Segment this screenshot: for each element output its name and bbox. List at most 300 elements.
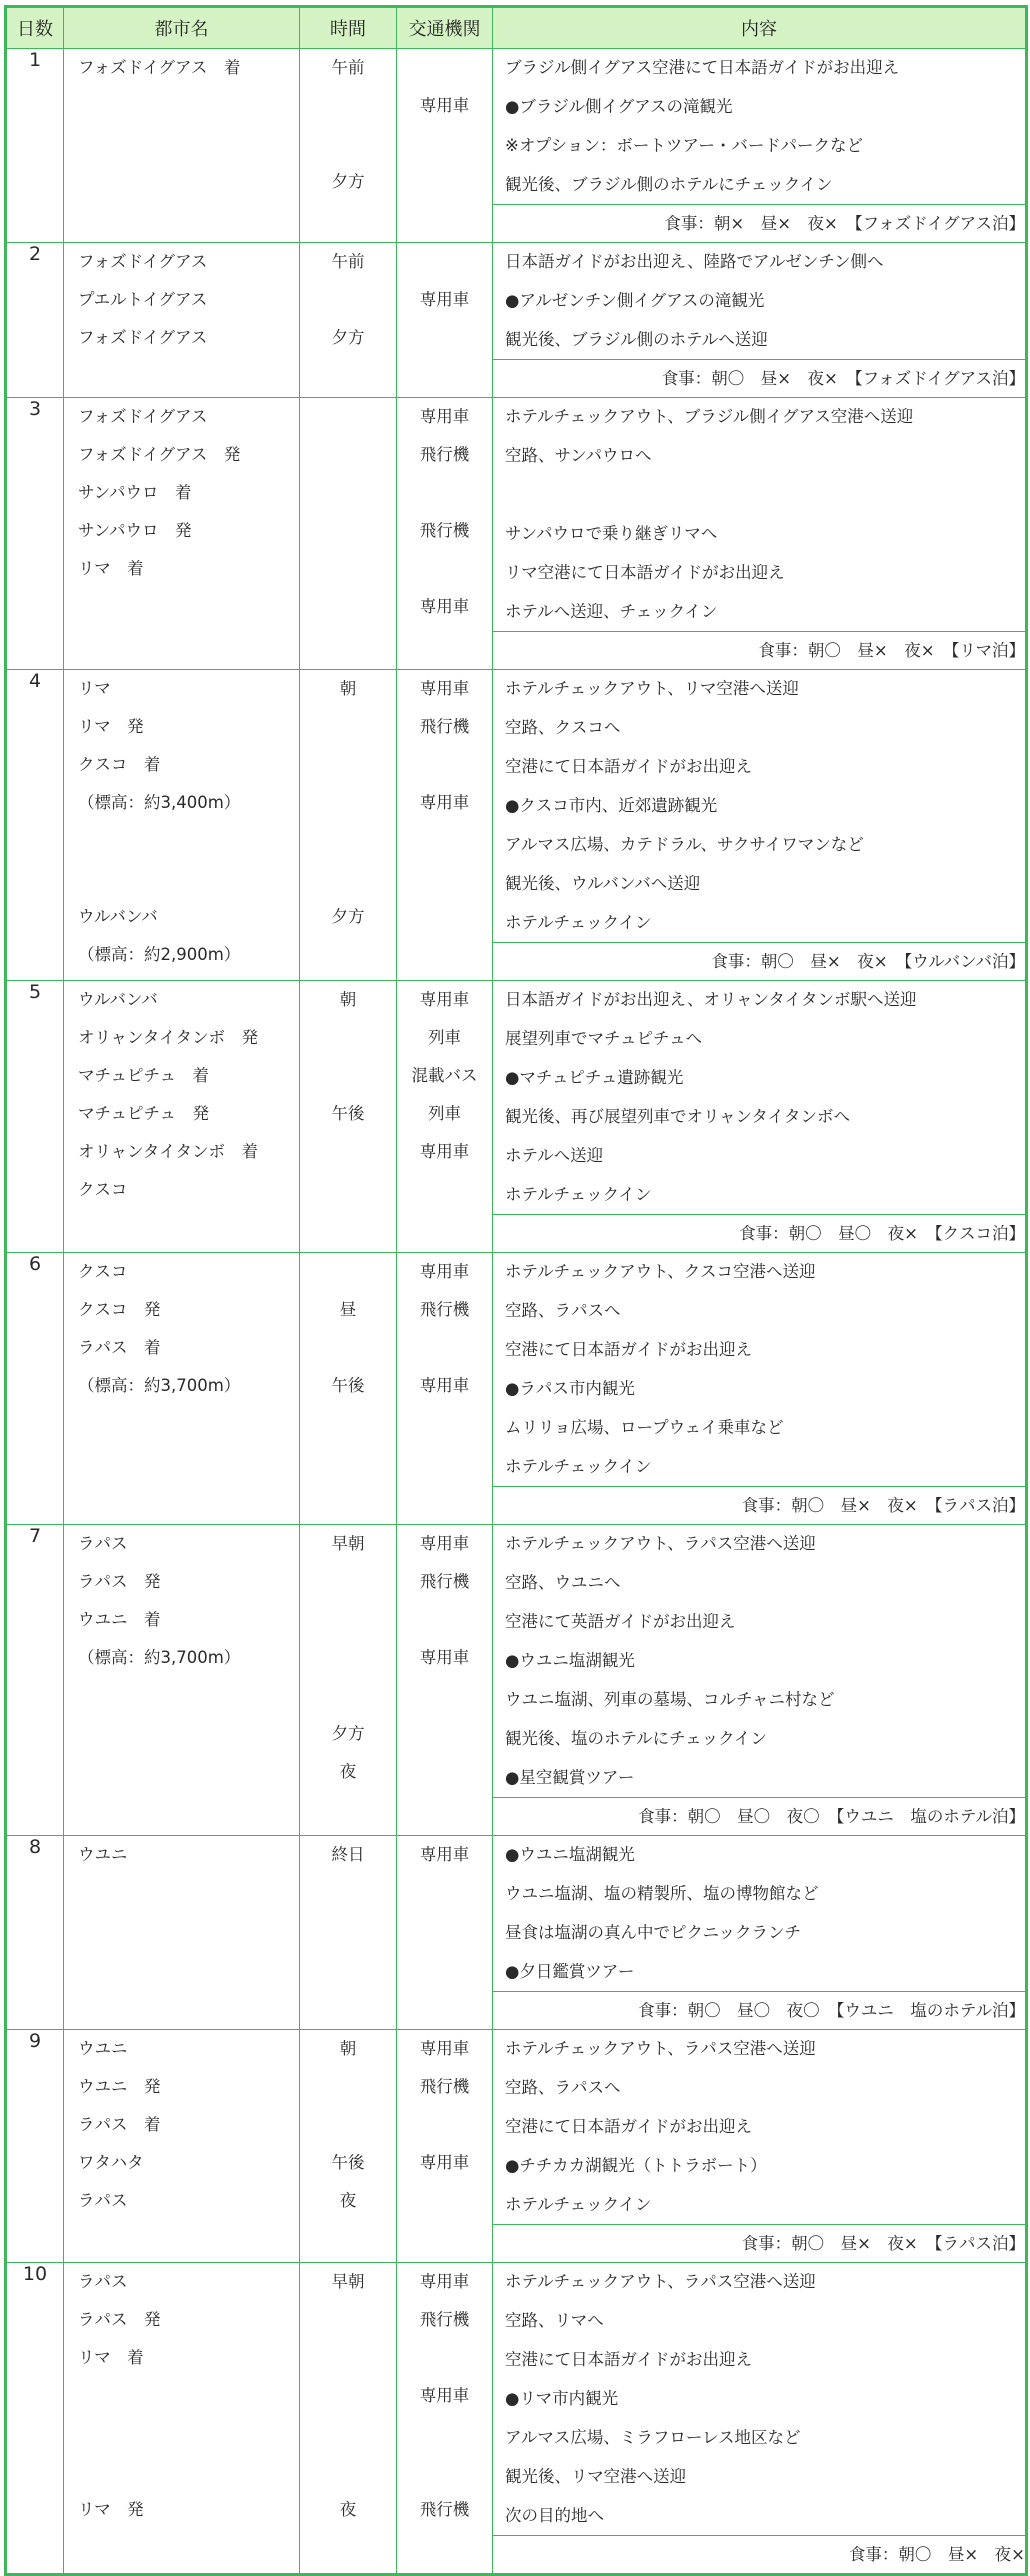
content-line: 空路、クスコへ <box>493 709 1025 748</box>
meal-info: 食事：朝〇 昼〇 夜× 【クスコ泊】 <box>493 1215 1027 1253</box>
content-line: ホテルチェックアウト、クスコ空港へ送迎 <box>493 1253 1025 1292</box>
content-line: 観光後、ウルバンバへ送迎 <box>493 865 1025 904</box>
time-line <box>300 87 396 125</box>
transport-line: 混載バス <box>411 1066 478 1085</box>
transport-line <box>397 936 492 974</box>
transport-line <box>397 1988 492 2026</box>
content-line <box>493 476 1025 515</box>
city-line <box>64 1481 299 1519</box>
day-number: 1 <box>6 49 64 243</box>
city-line <box>64 201 299 239</box>
city-cell <box>64 398 300 670</box>
content-cell <box>493 670 1027 943</box>
city-line <box>64 1874 299 1912</box>
transport-line <box>397 1715 492 1753</box>
time-line <box>300 708 396 746</box>
city-line: ワタハタ <box>78 2153 144 2172</box>
content-line: ●リマ市内観光 <box>493 2380 1025 2419</box>
time-line <box>300 2377 396 2415</box>
time-cell <box>300 1253 397 1525</box>
city-line: クスコ <box>78 1262 128 1281</box>
transport-line: 専用車 <box>419 2272 470 2291</box>
transport-line: 飛行機 <box>419 1300 470 1319</box>
content-line: アルマス広場、ミラフローレス地区など <box>493 2419 1025 2458</box>
content-cell <box>493 981 1027 1215</box>
time-line <box>300 550 396 588</box>
city-line <box>64 1405 299 1443</box>
transport-cell <box>397 49 493 243</box>
city-cell <box>64 981 300 1253</box>
header-time: 時間 <box>300 7 397 49</box>
content-line: 空港にて日本語ガイドがお出迎え <box>493 2341 1025 2380</box>
content-line: 日本語ガイドがお出迎え、オリャンタイタンボ駅へ送迎 <box>493 981 1025 1020</box>
time-line: 早朝 <box>331 1534 365 1553</box>
content-line: ●ウユニ塩湖観光 <box>493 1836 1025 1875</box>
day-number: 4 <box>6 670 64 981</box>
time-line <box>300 2415 396 2453</box>
city-line <box>64 163 299 201</box>
day-row <box>6 1836 1027 1992</box>
transport-line: 飛行機 <box>419 717 470 736</box>
transport-line <box>397 163 492 201</box>
city-cell <box>64 1525 300 1836</box>
time-line <box>300 1912 396 1950</box>
content-cell <box>493 2263 1027 2536</box>
city-line: リマ 発 <box>78 717 144 736</box>
city-line <box>64 1715 299 1753</box>
transport-line: 専用車 <box>419 290 470 309</box>
time-line: 午後 <box>331 1104 365 1123</box>
transport-line <box>397 1329 492 1367</box>
city-line: ラパス 着 <box>78 1338 161 1357</box>
time-line: 朝 <box>339 679 357 698</box>
meal-info: 食事：朝〇 昼× 夜× 【フォズドイグアス泊】 <box>493 360 1027 398</box>
time-line: 朝 <box>339 2039 357 2058</box>
meal-info: 食事：朝〇 昼× 夜× 【リマ泊】 <box>493 632 1027 670</box>
transport-line: 飛行機 <box>419 2310 470 2329</box>
content-line: 観光後、塩のホテルにチェックイン <box>493 1720 1025 1759</box>
city-line: ラパス <box>78 1534 128 1553</box>
day-row <box>6 981 1027 1215</box>
city-line <box>64 2415 299 2453</box>
meal-info: 食事：朝〇 昼× 夜× 【ラパス泊】 <box>493 1487 1027 1525</box>
city-line <box>64 87 299 125</box>
content-line: 空路、リマへ <box>493 2302 1025 2341</box>
city-line <box>64 125 299 163</box>
time-cell <box>300 670 397 981</box>
content-cell <box>493 1836 1027 1992</box>
time-line: 終日 <box>331 1845 365 1864</box>
time-line <box>300 1988 396 2026</box>
time-line <box>300 860 396 898</box>
content-line: ウユニ塩湖、列車の墓場、コルチャニ村など <box>493 1681 1025 1720</box>
day-number: 6 <box>6 1253 64 1525</box>
time-line: 昼 <box>339 1300 357 1319</box>
city-line <box>64 822 299 860</box>
day-row <box>6 49 1027 205</box>
city-line: ウユニ 発 <box>78 2077 161 2096</box>
day-number: 8 <box>6 1836 64 2030</box>
content-line: 空港にて日本語ガイドがお出迎え <box>493 2108 1025 2147</box>
header-day: 日数 <box>6 7 64 49</box>
city-line <box>64 1988 299 2026</box>
city-line: ラパス <box>78 2272 128 2291</box>
content-line: アルマス広場、カテドラル、サクサイワマンなど <box>493 826 1025 865</box>
transport-cell <box>397 1525 493 1836</box>
day-number: 5 <box>6 981 64 1253</box>
transport-line <box>397 2415 492 2453</box>
city-line: フォズドイグアス <box>78 252 208 271</box>
transport-cell <box>397 981 493 1253</box>
city-line <box>64 1209 299 1247</box>
meal-info: 食事：朝〇 昼× 夜× 【ラパス泊】 <box>493 2225 1027 2263</box>
city-line: クスコ 着 <box>78 755 161 774</box>
transport-line: 専用車 <box>419 1262 470 1281</box>
city-line: ラパス <box>78 2191 128 2210</box>
day-number: 7 <box>6 1525 64 1836</box>
header-transport: 交通機関 <box>397 7 493 49</box>
time-line: 朝 <box>339 990 357 1009</box>
city-line <box>64 2377 299 2415</box>
transport-line <box>397 1677 492 1715</box>
transport-line <box>397 1209 492 1247</box>
day-row <box>6 2030 1027 2225</box>
time-line: 夕方 <box>331 1724 365 1743</box>
time-line <box>300 2301 396 2339</box>
meal-info: 食事：朝〇 昼〇 夜〇 【ウユニ 塩のホテル泊】 <box>493 1798 1027 1836</box>
city-line: オリャンタイタンボ 発 <box>78 1028 259 1047</box>
city-line: （標高：約2,900m） <box>78 945 241 964</box>
time-line <box>300 784 396 822</box>
city-line: （標高：約3,400m） <box>78 793 241 812</box>
transport-line <box>397 1753 492 1791</box>
day-row <box>6 670 1027 943</box>
transport-line: 専用車 <box>419 407 470 426</box>
content-line: ホテルチェックイン <box>505 913 652 932</box>
transport-line <box>397 319 492 357</box>
content-line: ホテルチェックアウト、ブラジル側イグアス空港へ送迎 <box>493 398 1025 437</box>
content-line: ●ブラジル側イグアスの滝観光 <box>493 88 1025 127</box>
day-row <box>6 1253 1027 1487</box>
time-cell <box>300 2263 397 2575</box>
city-line: ラパス 発 <box>78 2310 161 2329</box>
content-line: ※オプション：ボートツアー・バードパークなど <box>493 127 1025 166</box>
content-line: ホテルチェックイン <box>505 2195 652 2214</box>
day-row <box>6 243 1027 360</box>
city-line <box>64 2220 299 2258</box>
day-number: 10 <box>6 2263 64 2575</box>
transport-cell <box>397 670 493 981</box>
meal-info: 食事：朝〇 昼× 夜× <box>493 2536 1027 2575</box>
city-cell <box>64 2263 300 2575</box>
city-line: マチュピチュ 着 <box>78 1066 210 1085</box>
time-line <box>300 2453 396 2491</box>
content-line: 空路、ラパスへ <box>493 1292 1025 1331</box>
time-cell <box>300 398 397 670</box>
transport-cell <box>397 398 493 670</box>
time-line <box>300 1874 396 1912</box>
time-line <box>300 1601 396 1639</box>
time-line <box>300 936 396 974</box>
time-line <box>300 822 396 860</box>
city-line <box>64 2453 299 2491</box>
transport-line <box>397 201 492 239</box>
city-line: ウユニ 着 <box>78 1610 161 1629</box>
transport-line: 列車 <box>428 1104 461 1123</box>
time-line <box>300 1443 396 1481</box>
meal-info: 食事：朝〇 昼〇 夜〇 【ウユニ 塩のホテル泊】 <box>493 1992 1027 2030</box>
transport-cell <box>397 1836 493 2030</box>
transport-line <box>397 2220 492 2258</box>
content-line: ホテルへ送迎 <box>493 1137 1025 1176</box>
content-line: 観光後、リマ空港へ送迎 <box>493 2458 1025 2497</box>
city-line: フォズドイグアス 着 <box>78 58 241 77</box>
content-line: ●ウユニ塩湖観光 <box>493 1642 1025 1681</box>
time-line <box>300 201 396 239</box>
content-line: ホテルチェックアウト、ラパス空港へ送迎 <box>493 2030 1025 2069</box>
city-line: プエルトイグアス <box>78 290 208 309</box>
transport-cell <box>397 243 493 398</box>
content-line: ムリリョ広場、ロープウェイ乗車など <box>493 1409 1025 1448</box>
transport-line: 専用車 <box>419 1534 470 1553</box>
time-line <box>300 436 396 474</box>
content-cell <box>493 49 1027 205</box>
transport-line <box>397 898 492 936</box>
content-line: 空港にて英語ガイドがお出迎え <box>493 1603 1025 1642</box>
city-cell <box>64 2030 300 2263</box>
content-line: 空路、ラパスへ <box>493 2069 1025 2108</box>
city-line: （標高：約3,700m） <box>78 1648 241 1667</box>
city-line <box>64 357 299 395</box>
time-line <box>300 2529 396 2567</box>
time-line <box>300 125 396 163</box>
transport-line: 専用車 <box>419 96 470 115</box>
content-cell <box>493 398 1027 632</box>
transport-line <box>397 1443 492 1481</box>
time-line: 早朝 <box>331 2272 365 2291</box>
content-line: 日本語ガイドがお出迎え、陸路でアルゼンチン側へ <box>493 243 1025 282</box>
content-line: ●夕日鑑賞ツアー <box>505 1962 635 1981</box>
city-line <box>64 626 299 664</box>
time-line: 夜 <box>339 2191 357 2210</box>
time-cell <box>300 1836 397 2030</box>
transport-line <box>397 2339 492 2377</box>
transport-line: 専用車 <box>419 2386 470 2405</box>
time-line: 午後 <box>331 2153 365 2172</box>
city-line: （標高：約3,700m） <box>78 1376 241 1395</box>
header-content: 内容 <box>493 7 1027 49</box>
content-line: ホテルへ送迎、チェックイン <box>505 602 718 621</box>
transport-line: 専用車 <box>419 2153 470 2172</box>
transport-line: 専用車 <box>419 793 470 812</box>
transport-line: 飛行機 <box>419 2500 470 2519</box>
content-line: ウユニ塩湖、塩の精製所、塩の博物館など <box>493 1875 1025 1914</box>
day-row <box>6 1525 1027 1798</box>
transport-line <box>397 860 492 898</box>
content-line: 次の目的地へ <box>505 2506 604 2525</box>
content-line: ●アルゼンチン側イグアスの滝観光 <box>493 282 1025 321</box>
time-line: 午前 <box>331 58 365 77</box>
transport-line: 列車 <box>428 1028 461 1047</box>
transport-line <box>397 1601 492 1639</box>
city-line <box>64 1912 299 1950</box>
city-line: リマ 着 <box>78 559 144 578</box>
city-line: リマ 着 <box>78 2348 144 2367</box>
time-line: 夕方 <box>331 907 365 926</box>
day-number: 2 <box>6 243 64 398</box>
content-cell <box>493 243 1027 360</box>
content-line: 展望列車でマチュピチュへ <box>493 1020 1025 1059</box>
time-line <box>300 474 396 512</box>
city-line: フォズドイグアス 発 <box>78 445 241 464</box>
city-line <box>64 1753 299 1791</box>
city-line <box>64 1677 299 1715</box>
transport-line <box>397 49 492 87</box>
time-line <box>300 357 396 395</box>
content-line: 空路、サンパウロへ <box>493 437 1025 476</box>
time-cell <box>300 981 397 1253</box>
time-line <box>300 1209 396 1247</box>
transport-line <box>397 2453 492 2491</box>
content-line: リマ空港にて日本語ガイドがお出迎え <box>493 554 1025 593</box>
transport-cell <box>397 1253 493 1525</box>
content-line: ホテルチェックイン <box>505 1457 652 1476</box>
content-line: ホテルチェックアウト、ラパス空港へ送迎 <box>493 2263 1025 2302</box>
day-row <box>6 2263 1027 2536</box>
city-line <box>64 1791 299 1829</box>
time-line <box>300 2339 396 2377</box>
time-line <box>300 1791 396 1829</box>
transport-line: 専用車 <box>419 1648 470 1667</box>
transport-line <box>397 1874 492 1912</box>
transport-line <box>397 357 492 395</box>
time-line: 夜 <box>339 2500 357 2519</box>
transport-line <box>397 125 492 163</box>
time-line <box>300 398 396 436</box>
time-line <box>300 1253 396 1291</box>
transport-line: 飛行機 <box>419 1572 470 1591</box>
content-cell <box>493 2030 1027 2225</box>
city-cell <box>64 243 300 398</box>
transport-line <box>397 626 492 664</box>
itinerary-body <box>6 49 1027 2575</box>
time-cell <box>300 2030 397 2263</box>
time-line: 午前 <box>331 252 365 271</box>
city-cell <box>64 1836 300 2030</box>
meal-info: 食事：朝× 昼× 夜× 【フォズドイグアス泊】 <box>493 205 1027 243</box>
content-line: ●チチカカ湖観光（トトラボート） <box>493 2147 1025 2186</box>
city-line: リマ 発 <box>78 2500 144 2519</box>
transport-line: 専用車 <box>419 597 470 616</box>
transport-line <box>397 1171 492 1209</box>
content-line: 空港にて日本語ガイドがお出迎え <box>493 1331 1025 1370</box>
transport-line <box>397 1912 492 1950</box>
content-line: 空港にて日本語ガイドがお出迎え <box>493 748 1025 787</box>
time-line <box>300 1019 396 1057</box>
transport-line <box>397 2106 492 2144</box>
city-line: フォズドイグアス <box>78 407 208 426</box>
content-line: ●クスコ市内、近郊遺跡観光 <box>493 787 1025 826</box>
transport-line: 専用車 <box>419 1845 470 1864</box>
time-line <box>300 588 396 626</box>
city-line <box>64 1950 299 1988</box>
time-line <box>300 1329 396 1367</box>
content-cell <box>493 1253 1027 1487</box>
time-cell <box>300 49 397 243</box>
transport-line: 飛行機 <box>419 2077 470 2096</box>
city-cell <box>64 49 300 243</box>
content-line: ホテルチェックアウト、ラパス空港へ送迎 <box>493 1525 1025 1564</box>
header-city: 都市名 <box>64 7 300 49</box>
time-line: 夕方 <box>331 172 365 191</box>
city-line: ウユニ <box>78 1845 128 1864</box>
city-line <box>64 588 299 626</box>
transport-line <box>397 2182 492 2220</box>
content-line: ●ラパス市内観光 <box>493 1370 1025 1409</box>
time-line <box>300 1677 396 1715</box>
city-cell <box>64 670 300 981</box>
content-cell <box>493 1525 1027 1798</box>
transport-line: 専用車 <box>419 1142 470 1161</box>
time-cell <box>300 243 397 398</box>
transport-cell <box>397 2263 493 2575</box>
city-line: クスコ 発 <box>78 1300 161 1319</box>
time-line <box>300 1133 396 1171</box>
content-line: ホテルチェックアウト、リマ空港へ送迎 <box>493 670 1025 709</box>
time-line: 午後 <box>331 1376 365 1395</box>
time-line <box>300 1639 396 1677</box>
day-number: 9 <box>6 2030 64 2263</box>
time-line <box>300 1563 396 1601</box>
time-line <box>300 626 396 664</box>
transport-line <box>397 1481 492 1519</box>
city-line: フォズドイグアス <box>78 328 208 347</box>
transport-line <box>397 550 492 588</box>
transport-line <box>397 1950 492 1988</box>
time-line <box>300 1057 396 1095</box>
day-number: 3 <box>6 398 64 670</box>
city-line: サンパウロ 着 <box>78 483 192 502</box>
content-line: 観光後、ブラジル側のホテルにチェックイン <box>505 175 833 194</box>
content-line: ●星空観賞ツアー <box>505 1768 635 1787</box>
time-line <box>300 512 396 550</box>
transport-line <box>397 474 492 512</box>
city-line: クスコ <box>78 1180 128 1199</box>
time-line: 夕方 <box>331 328 365 347</box>
time-cell <box>300 1525 397 1836</box>
time-line <box>300 2106 396 2144</box>
content-line: サンパウロで乗り継ぎリマへ <box>493 515 1025 554</box>
content-line: ブラジル側イグアス空港にて日本語ガイドがお出迎え <box>493 49 1025 88</box>
time-line <box>300 2220 396 2258</box>
time-line <box>300 746 396 784</box>
content-line: 観光後、再び展望列車でオリャンタイタンボへ <box>493 1098 1025 1137</box>
header-row <box>6 7 1027 49</box>
city-line: マチュピチュ 発 <box>78 1104 210 1123</box>
city-line: ウルバンバ <box>78 907 158 926</box>
city-line: リマ <box>78 679 111 698</box>
time-line: 夜 <box>339 1762 357 1781</box>
transport-line <box>397 243 492 281</box>
city-line <box>64 2529 299 2567</box>
transport-line <box>397 1791 492 1829</box>
time-line <box>300 1405 396 1443</box>
transport-cell <box>397 2030 493 2263</box>
city-line <box>64 860 299 898</box>
city-line: ラパス 着 <box>78 2115 161 2134</box>
day-row <box>6 398 1027 632</box>
time-line <box>300 2068 396 2106</box>
